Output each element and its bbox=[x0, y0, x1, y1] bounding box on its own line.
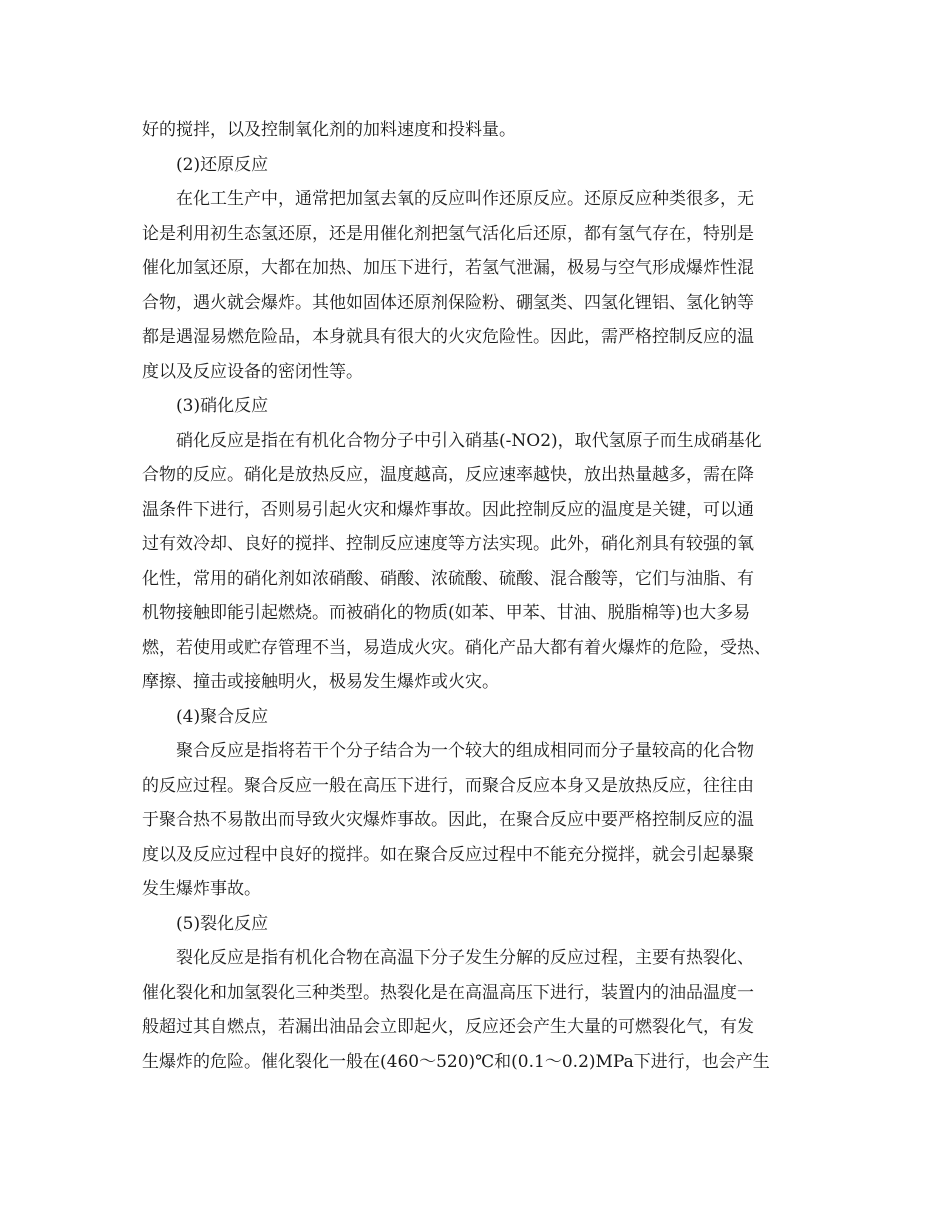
text-line: 度以及反应设备的密闭性等。 bbox=[142, 361, 363, 382]
heading-line: (5)裂化反应 bbox=[176, 913, 269, 934]
paragraph-polymerization bbox=[142, 734, 832, 907]
text-line: 生爆炸的危险。催化裂化一般在(460～520)℃和(0.1～0.2)MPa下进行，也会产生 bbox=[142, 1051, 770, 1072]
text-line: 摩擦、撞击或接触明火，极易发生爆炸或火灾。 bbox=[142, 672, 499, 692]
text-line: 于聚合热不易散出而导致火灾爆炸事故。因此，在聚合反应中要严格控制反应的温 bbox=[142, 810, 754, 830]
text-line: 裂化反应是指有机化合物在高温下分子发生分解的反应过程，主要有热裂化、 bbox=[176, 948, 754, 968]
section-heading-cracking bbox=[142, 907, 832, 942]
heading-line: (2)还原反应 bbox=[176, 154, 269, 175]
paragraph-reduction bbox=[142, 182, 832, 389]
text-line: 聚合反应是指将若干个分子结合为一个较大的组成相同而分子量较高的化合物 bbox=[176, 741, 754, 761]
text-line: 化性，常用的硝化剂如浓硝酸、硝酸、浓硫酸、硫酸、混合酸等，它们与油脂、有 bbox=[142, 568, 754, 589]
text-line: 催化加氢还原，大都在加热、加压下进行，若氢气泄漏，极易与空气形成爆炸性混 bbox=[142, 258, 754, 278]
document-body bbox=[142, 113, 832, 1079]
heading-line: (3)硝化反应 bbox=[176, 396, 269, 416]
section-heading-polymerization bbox=[142, 700, 832, 735]
paragraph-cracking bbox=[142, 941, 832, 1079]
section-heading-nitration bbox=[142, 389, 832, 424]
text-line: 催化裂化和加氢裂化三种类型。热裂化是在高温高压下进行，装置内的油品温度一 bbox=[142, 982, 754, 1003]
section-heading-reduction bbox=[142, 148, 832, 183]
heading-line: (4)聚合反应 bbox=[176, 706, 269, 727]
text-line: 的反应过程。聚合反应一般在高压下进行，而聚合反应本身又是放热反应，往往由 bbox=[142, 775, 754, 796]
text-line: 在化工生产中，通常把加氢去氧的反应叫作还原反应。还原反应种类很多，无 bbox=[176, 189, 754, 209]
text-line: 合物的反应。硝化是放热反应，温度越高，反应速率越快，放出热量越多，需在降 bbox=[142, 465, 754, 485]
text-line: 发生爆炸事故。 bbox=[142, 879, 261, 899]
text-line: 燃，若使用或贮存管理不当，易造成火灾。硝化产品大都有着火爆炸的危险，受热、 bbox=[142, 637, 771, 658]
text-line: 度以及反应过程中良好的搅拌。如在聚合反应过程中不能充分搅拌，就会引起暴聚 bbox=[142, 844, 754, 865]
text-line: 合物，遇火就会爆炸。其他如固体还原剂保险粉、硼氢类、四氢化锂铝、氢化钠等 bbox=[142, 292, 754, 313]
text-line: 过有效冷却、良好的搅拌、控制反应速度等方法实现。此外，硝化剂具有较强的氧 bbox=[142, 534, 754, 554]
text-line: 论是利用初生态氢还原，还是用催化剂把氢气活化后还原，都有氢气存在，特别是 bbox=[142, 223, 754, 244]
text-line: 好的搅拌，以及控制氧化剂的加料速度和投料量。 bbox=[142, 120, 516, 140]
text-line: 都是遇湿易燃危险品，本身就具有很大的火灾危险性。因此，需严格控制反应的温 bbox=[142, 327, 754, 347]
text-line: 温条件下进行，否则易引起火灾和爆炸事故。因此控制反应的温度是关键，可以通 bbox=[142, 499, 754, 520]
paragraph-continuation bbox=[142, 113, 832, 148]
text-line: 机物接触即能引起燃烧。而被硝化的物质(如苯、甲苯、甘油、脱脂棉等)也大多易 bbox=[142, 603, 751, 623]
paragraph-nitration bbox=[142, 424, 832, 700]
text-line: 般超过其自燃点，若漏出油品会立即起火，反应还会产生大量的可燃裂化气，有发 bbox=[142, 1017, 754, 1037]
text-line: 硝化反应是指在有机化合物分子中引入硝基(-NO2)，取代氢原子而生成硝基化 bbox=[176, 430, 762, 451]
